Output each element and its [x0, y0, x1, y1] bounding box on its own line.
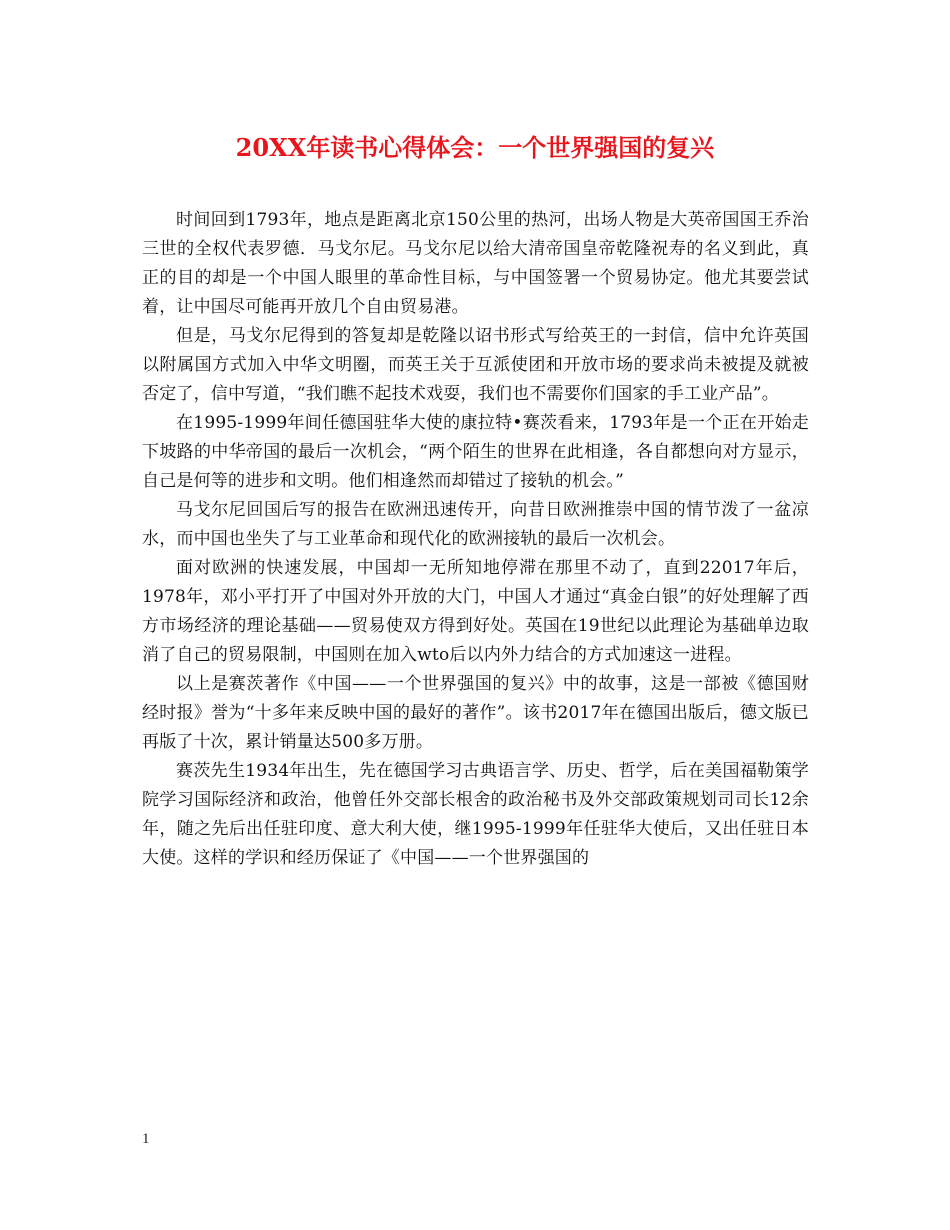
document-body: [142, 206, 809, 873]
paragraph: 赛茨先生1934年出生，先在德国学习古典语言学、历史、哲学，后在美国福勒策学院学习国际经济和政治，他曾任外交部长根舍的政治秘书及外交部政策规划司司长12余年，随之先后出任驻印度、意大利大使，继1995-1999年任驻华大使后，又出任驻日本大使。这样的学识和经历保证了《中国——一个世界强国的: [142, 761, 809, 868]
document-title: 20XX年读书心得体会：一个世界强国的复兴: [235, 133, 715, 162]
paragraph: 面对欧洲的快速发展，中国却一无所知地停滞在那里不动了，直到22017年后，1978年，邓小平打开了中国对外开放的大门，中国人才通过“真金白银”的好处理解了西方市场经济的理论基础——贸易使双方得到好处。英国在19世纪以此理论为基础单边取消了自己的贸易限制，中国则在加入wto后以内外力结合的方式加速这一进程。: [142, 558, 809, 665]
paragraph: 在1995-1999年间任德国驻华大使的康拉特•赛茨看来，1793年是一个正在开始走下坡路的中华帝国的最后一次机会，“两个陌生的世界在此相逢，各自都想向对方显示，自己是何等的进步和文明。他们相逢然而却错过了接轨的机会。”: [142, 413, 809, 491]
paragraph: 马戈尔尼回国后写的报告在欧洲迅速传开，向昔日欧洲推崇中国的情节泼了一盆凉水，而中国也坐失了与工业革命和现代化的欧洲接轨的最后一次机会。: [142, 500, 809, 549]
paragraph: 以上是赛茨著作《中国——一个世界强国的复兴》中的故事，这是一部被《德国财经时报》誉为“十多年来反映中国的最好的著作”。该书2017年在德国出版后，德文版已再版了十次，累计销量达500多万册。: [142, 674, 809, 752]
paragraph: 但是，马戈尔尼得到的答复却是乾隆以诏书形式写给英王的一封信，信中允许英国以附属国方式加入中华文明圈，而英王关于互派使团和开放市场的要求尚未被提及就被否定了，信中写道，“我们瞧不起技术戏耍，我们也不需要你们国家的手工业产品”。: [142, 326, 809, 404]
page-number: 1: [142, 1131, 150, 1147]
paragraph: 时间回到1793年，地点是距离北京150公里的热河，出场人物是大英帝国国王乔治三世的全权代表罗德．马戈尔尼。马戈尔尼以给大清帝国皇帝乾隆祝寿的名义到此，真正的目的却是一个中国人眼里的革命性目标，与中国签署一个贸易协定。他尤其要尝试着，让中国尽可能再开放几个自由贸易港。: [142, 210, 809, 317]
